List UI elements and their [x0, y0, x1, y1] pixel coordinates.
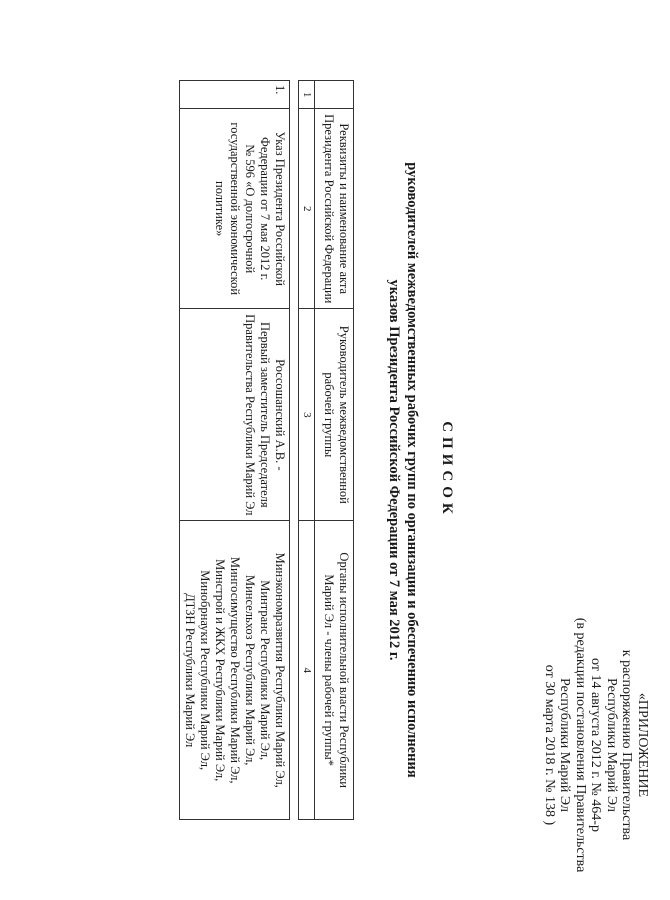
header-line: Реквизиты и наименование акта	[337, 123, 351, 295]
column-header-act	[315, 109, 354, 309]
row-number: 1.	[180, 81, 290, 109]
working-groups-table	[179, 80, 354, 820]
approval-line: «ПРИЛОЖЕНИЕ	[635, 692, 650, 798]
act-line: № 596 «О долгосрочной	[243, 144, 257, 274]
table-header-row	[315, 81, 354, 820]
member-line: Мингосимущество Республики Марий Эл,	[228, 556, 242, 784]
subtitle-line: указов Президента Российской Федерации от 7 мая 2012 г.	[386, 279, 402, 661]
column-number: 1	[299, 81, 315, 109]
header-line: Марий Эл - члены рабочей группы*	[322, 574, 336, 767]
column-number: 2	[299, 109, 315, 309]
header-line: Органы исполнительной власти Республики	[337, 552, 351, 788]
member-line: Минэкономразвития Республики Марий Эл,	[273, 552, 287, 788]
approval-line: Республики Марий Эл	[604, 678, 619, 812]
member-line: Минобрнауки Республики Марий Эл,	[198, 570, 212, 771]
member-line: Минсельхоз Республики Марий Эл,	[243, 574, 257, 766]
document-subtitle	[385, 40, 421, 900]
head-line: Россошанский А.В. -	[273, 359, 287, 471]
column-number-row	[299, 81, 315, 820]
header-line: рабочей группы	[322, 372, 336, 458]
member-line: Минстрой и ЖКХ Республики Марий Эл,	[213, 559, 227, 782]
column-number: 3	[299, 309, 315, 521]
approval-line: от 14 августа 2012 г. № 464-р	[588, 658, 604, 832]
table-gap-row	[290, 81, 299, 820]
approval-header-block	[542, 600, 651, 890]
act-line: политике»	[213, 181, 227, 237]
approval-line: от 30 марта 2018 г. № 138 )	[542, 664, 557, 826]
column-header-head	[315, 309, 354, 521]
column-header-members	[315, 521, 354, 820]
act-line: Указ Президента Российской	[273, 131, 287, 286]
table-gap	[290, 81, 299, 820]
row-members	[180, 521, 290, 820]
act-line: Федерации от 7 мая 2012 г.	[258, 137, 272, 281]
document-sheet	[110, 40, 670, 900]
header-line: Руководитель межведомственной	[337, 325, 351, 504]
table-row	[180, 81, 290, 820]
subtitle-line: руководителей межведомственных рабочих групп по организации и обеспечению исполнения	[404, 162, 420, 778]
approval-line: Республики Марий Эл	[557, 678, 573, 812]
approval-line: к распоряжению Правительства	[619, 649, 635, 841]
row-head	[180, 309, 290, 521]
row-act	[180, 109, 290, 309]
act-line: государственной экономической	[228, 122, 242, 296]
column-header-number	[315, 81, 354, 109]
document-title: СПИСОК	[439, 421, 455, 519]
column-number: 4	[299, 521, 315, 820]
head-line: Правительства Республики Марий Эл	[243, 314, 257, 516]
member-line: ДТЗН Республики Марий Эл	[183, 593, 197, 748]
member-line: Минтранс Республики Марий Эл,	[258, 580, 272, 761]
head-line: Первый заместитель Председателя	[258, 321, 272, 508]
header-line: Президента Российской Федерации	[322, 114, 336, 304]
approval-line: (в редакции постановления Правительства	[573, 617, 588, 873]
